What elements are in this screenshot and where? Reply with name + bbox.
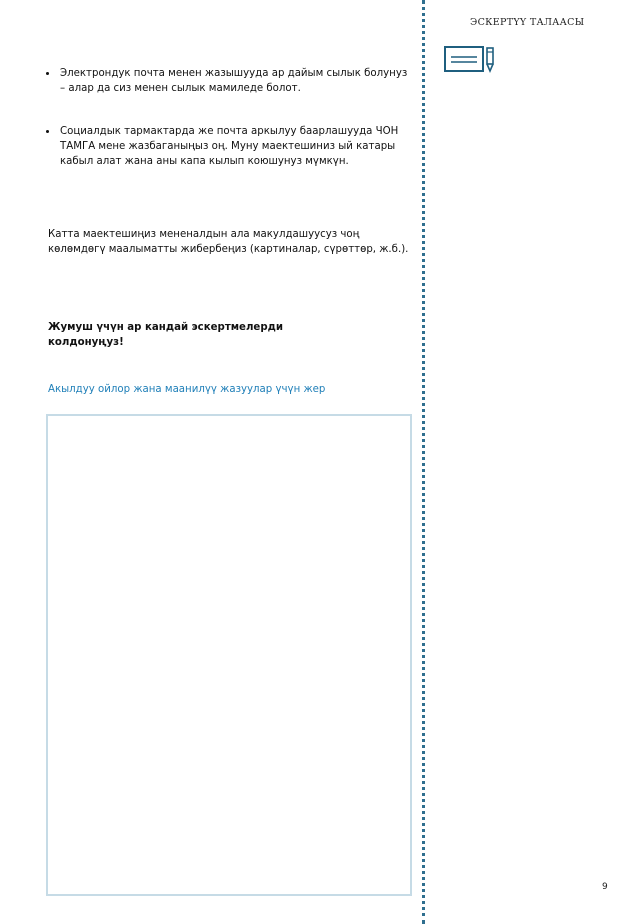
paragraph: Катта маектешиңиз мененалдын ала макулдашуусуз чоң көлөмдөгү маалыматты жибербеңиз (картиналар, сүрөттөр, ж.б.). — [48, 229, 409, 255]
list-item: Электрондук почта менен жазышууда ар дайым сылык болунуз – алар да сиз менен сылык мамиледе болот. — [42, 66, 412, 96]
bold-note: Жумуш үчүн ар кандай эскертмелерди колдонуңуз! — [48, 322, 283, 348]
bullet-list — [42, 66, 412, 169]
notes-area-label: Акылдуу ойлор жана маанилүү жазуулар үчүн жер — [48, 384, 326, 395]
notes-box[interactable] — [46, 414, 412, 896]
note-pen-icon — [443, 44, 499, 80]
dotted-column-divider — [422, 0, 425, 924]
list-item: Социалдык тармактарда же почта аркылуу баарлашууда ЧОН ТАМГА мене жазбаганыңыз оң. Муну маектешиниз ый катары кабыл алат жана аны капа кылып коюшунуз мүмкүн. — [42, 124, 412, 169]
page-number: 9 — [602, 882, 608, 892]
sidebar-title: ЭСКЕРТҮҮ ТАЛААСЫ — [470, 17, 585, 28]
